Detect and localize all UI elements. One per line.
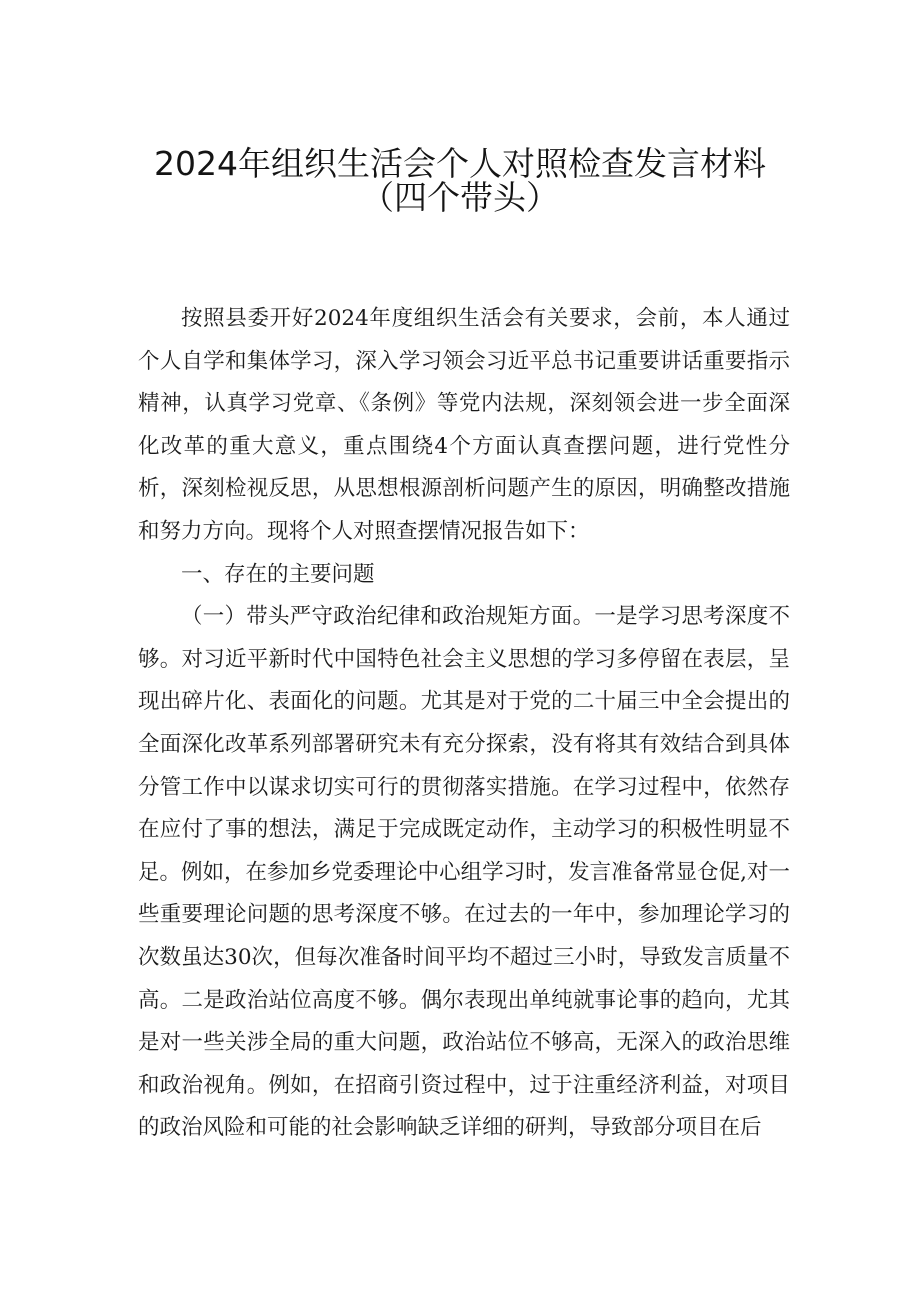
section-heading: 一、存在的主要问题 <box>181 561 375 587</box>
intro-paragraph: 按照县委开好2024年度组织生活会有关要求，会前，本人通过个人自学和集体学习，深入学习领会习近平总书记重要讲话重要指示精神，认真学习党章、《条例》等党内法规，深刻领会进一步全面深化改革的重大意义，重点围绕4个方面认真查摆问题，进行党性分析，深刻检视反思，从思想根源剖析问题产生的原因，明确整改措施和努力方向。现将个人对照查摆情况报告如下： <box>138 306 790 544</box>
document-body <box>138 298 790 1150</box>
body-paragraph: （一）带头严守政治纪律和政治规矩方面。一是学习思考深度不够。对习近平新时代中国特色社会主义思想的学习多停留在表层，呈现出碎片化、表面化的问题。尤其是对于党的二十届三中全会提出的全面深化改革系列部署研究未有充分探索，没有将其有效结合到具体分管工作中以谋求切实可行的贯彻落实措施。在学习过程中，依然存在应付了事的想法，满足于完成既定动作，主动学习的积极性明显不足。例如，在参加乡党委理论中心组学习时，发言准备常显仓促,对一些重要理论问题的思考深度不够。在过去的一年中，参加理论学习的次数虽达30次，但每次准备时间平均不超过三小时，导致发言质量不高。二是政治站位高度不够。偶尔表现出单纯就事论事的趋向，尤其是对一些关涉全局的重大问题，政治站位不够高，无深入的政治思维和政治视角。例如，在招商引资过程中，过于注重经济利益，对项目的政治风险和可能的社会影响缺乏详细的研判，导致部分项目在后 <box>138 604 790 1141</box>
document-subtitle: （四个带头） <box>361 178 559 217</box>
document-title: 2024年组织生活会个人对照检查发言材料 <box>154 144 766 183</box>
